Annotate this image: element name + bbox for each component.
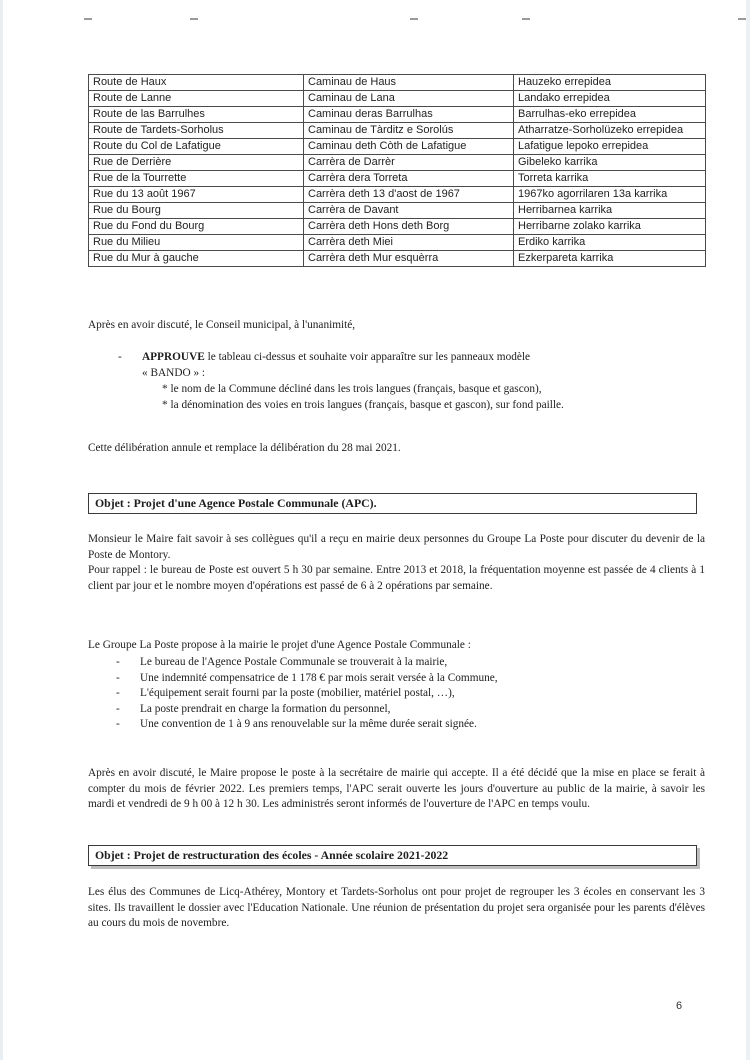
- table-row: [89, 107, 706, 123]
- approve-point-2: * la dénomination des voies en trois langues (français, basque et gascon), sur fond paille.: [162, 399, 564, 411]
- apc-heading: Objet : Projet d'une Agence Postale Communale (APC).: [88, 493, 697, 514]
- approve-line2: « BANDO » :: [142, 367, 206, 379]
- cell-gascon: Carrèra de Davant: [304, 203, 514, 219]
- table-row: [89, 91, 706, 107]
- cell-french: Rue du Fond du Bourg: [89, 219, 304, 235]
- list-dash: -: [116, 702, 120, 715]
- list-dash: -: [116, 718, 120, 731]
- table-row: [89, 75, 706, 91]
- list-item: - La poste prendrait en charge la formation du personnel,: [116, 702, 706, 718]
- cell-gascon: Carrèra deth Miei: [304, 235, 514, 251]
- list-dash: -: [116, 656, 120, 668]
- list-item: - Le bureau de l'Agence Postale Communale se trouverait à la mairie,: [116, 655, 706, 671]
- cell-french: Rue du Milieu: [89, 235, 304, 251]
- scan-mark: [410, 18, 418, 20]
- cell-basque: Torreta karrika: [514, 171, 706, 187]
- table-row: [89, 203, 706, 219]
- cell-basque: Lafatigue lepoko errepidea: [514, 139, 706, 155]
- table-row: [89, 123, 706, 139]
- cell-basque: Atharratze-Sorholüzeko errepidea: [514, 123, 706, 139]
- apc-paragraph-2: Pour rappel : le bureau de Poste est ouvert 5 h 30 par semaine. Entre 2013 et 2018, la fréquentation moyenne est passée de 4 clients à 1 client par jour et le nombre moyen d'opérations est passé de 6 à 2 opérations par semaine.: [88, 564, 705, 592]
- cell-gascon: Caminau deth Còth de Lafatigue: [304, 139, 514, 155]
- cell-french: Rue de la Tourrette: [89, 171, 304, 187]
- list-item: - Une indemnité compensatrice de 1 178 € par mois serait versée à la Commune,: [116, 671, 706, 687]
- approve-item: [118, 349, 708, 413]
- table-row: [89, 171, 706, 187]
- cell-basque: Erdiko karrika: [514, 235, 706, 251]
- cell-basque: Ezkerpareta karrika: [514, 251, 706, 267]
- schools-heading: Objet : Projet de restructuration des écoles - Année scolaire 2021-2022: [88, 845, 697, 866]
- cell-french: Rue du Bourg: [89, 203, 304, 219]
- list-item: - L'équipement serait fourni par la poste (mobilier, matériel postal, …),: [116, 686, 706, 702]
- cell-gascon: Carrèra de Darrèr: [304, 155, 514, 171]
- cell-basque: Herribarne zolako karrika: [514, 219, 706, 235]
- cell-gascon: Caminau deras Barrulhas: [304, 107, 514, 123]
- table-row: [89, 219, 706, 235]
- list-item: - Une convention de 1 à 9 ans renouvelable sur la même durée serait signée.: [116, 717, 706, 733]
- scan-mark: [738, 18, 746, 20]
- scan-mark: [84, 18, 92, 20]
- cell-basque: Landako errepidea: [514, 91, 706, 107]
- schools-paragraph: Les élus des Communes de Licq-Athérey, Montory et Tardets-Sorholus ont pour projet de regrouper les 3 écoles en conservant les 3 sites. Ils travaillent le dossier avec l'Education Nationale. Une réunion de présentation du projet sera organisée pour les parents d'élèves au cours du mois de novembre.: [88, 886, 705, 929]
- apc-list-intro: Le Groupe La Poste propose à la mairie le projet d'une Agence Postale Communale :: [88, 639, 471, 651]
- decision-intro: Après en avoir discuté, le Conseil municipal, à l'unanimité,: [88, 319, 356, 331]
- cell-gascon: Caminau de Lana: [304, 91, 514, 107]
- page-number: 6: [676, 1000, 683, 1012]
- scan-edge-right: [746, 0, 750, 1060]
- approve-keyword: APPROUVE: [142, 351, 205, 363]
- list-dash: -: [116, 687, 120, 700]
- cell-french: Rue du 13 août 1967: [89, 187, 304, 203]
- scan-mark: [190, 18, 198, 20]
- decision-list: [118, 349, 708, 413]
- cell-french: Route de las Barrulhes: [89, 107, 304, 123]
- decision-note: Cette délibération annule et remplace la délibération du 28 mai 2021.: [88, 442, 401, 454]
- scan-mark: [522, 18, 530, 20]
- approve-point-1: * le nom de la Commune décliné dans les trois langues (français, basque et gascon),: [162, 383, 542, 395]
- table-row: [89, 155, 706, 171]
- cell-french: Route de Lanne: [89, 91, 304, 107]
- cell-gascon: Caminau de Tàrditz e Sorolús: [304, 123, 514, 139]
- cell-basque: Gibeleko karrika: [514, 155, 706, 171]
- table-row: [89, 187, 706, 203]
- cell-french: Route de Tardets-Sorholus: [89, 123, 304, 139]
- cell-french: Rue du Mur à gauche: [89, 251, 304, 267]
- cell-french: Route de Haux: [89, 75, 304, 91]
- cell-basque: Herribarnea karrika: [514, 203, 706, 219]
- cell-gascon: Caminau de Haus: [304, 75, 514, 91]
- cell-gascon: Carrèra deth 13 d'aost de 1967: [304, 187, 514, 203]
- cell-gascon: Carrèra deth Mur esquèrra: [304, 251, 514, 267]
- apc-paragraph-1: Monsieur le Maire fait savoir à ses collègues qu'il a reçu en mairie deux personnes du Groupe La Poste pour discuter du devenir de la Poste de Montory.: [88, 533, 705, 561]
- cell-basque: Barrulhas-eko errepidea: [514, 107, 706, 123]
- cell-french: Route du Col de Lafatigue: [89, 139, 304, 155]
- apc-conclusion: Après en avoir discuté, le Maire propose le poste à la secrétaire de mairie qui accepte. Il a été décidé que la mise en place se ferait à compter du mois de février 2022. Les premiers temps, l'APC serait ouverte les jours d'ouverture au public de la mairie, à savoir les mardi et vendredi de 9 h 00 à 12 h 30. Les administrés seront informés de l'ouverture de l'APC en temps voulu.: [88, 767, 705, 810]
- street-names-table: [88, 74, 706, 267]
- cell-french: Rue de Derrière: [89, 155, 304, 171]
- approve-text: le tableau ci-dessus et souhaite voir apparaître sur les panneaux modèle: [204, 351, 531, 363]
- list-dash: -: [116, 671, 120, 684]
- scan-edge-left: [0, 0, 3, 1060]
- apc-proposal-list: [116, 655, 706, 733]
- cell-gascon: Carrèra dera Torreta: [304, 171, 514, 187]
- table-row: [89, 251, 706, 267]
- table-row: [89, 235, 706, 251]
- cell-basque: Hauzeko errepidea: [514, 75, 706, 91]
- list-dash: -: [118, 351, 122, 363]
- cell-basque: 1967ko agorrilaren 13a karrika: [514, 187, 706, 203]
- cell-gascon: Carrèra deth Hons deth Borg: [304, 219, 514, 235]
- table-row: [89, 139, 706, 155]
